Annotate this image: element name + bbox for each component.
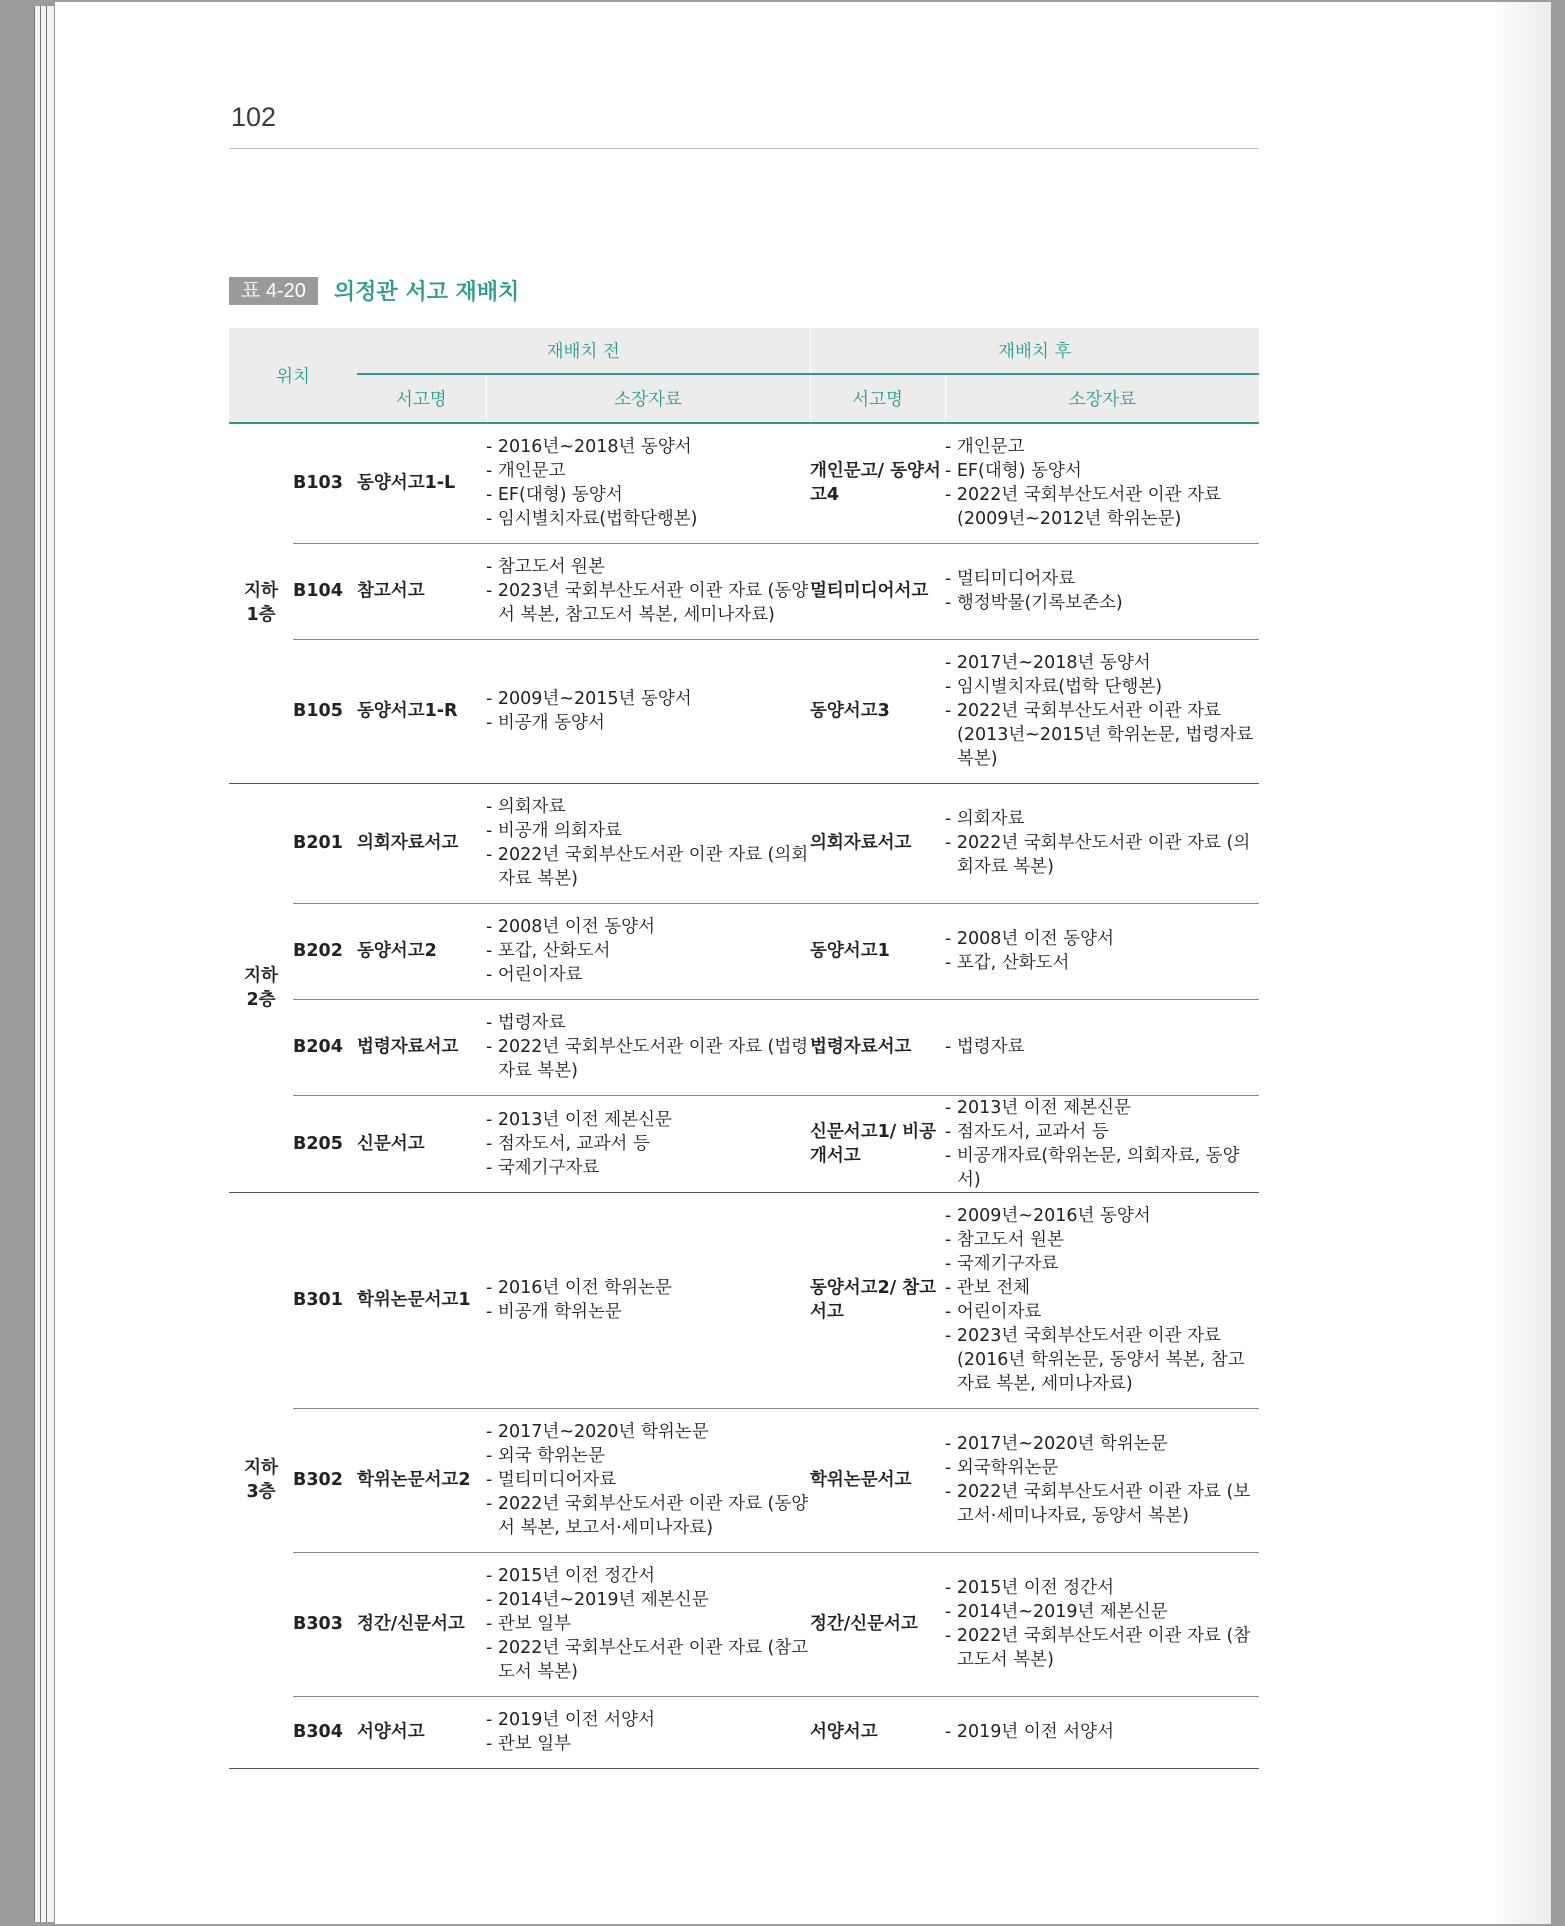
after-stack-name: 동양서고1: [810, 903, 945, 999]
holding-item: - 관보 전체: [945, 1278, 1031, 1298]
before-stack-name: 동양서고2: [357, 903, 486, 999]
before-stack-name: 서양서고: [357, 1696, 486, 1768]
holding-item: - 어린이자료: [945, 1302, 1042, 1322]
holding-item: - 2017년~2018년 동양서: [945, 653, 1151, 673]
after-holdings: [945, 999, 1259, 1095]
holding-item: - 2014년~2019년 제본신문: [486, 1590, 709, 1610]
holding-item: - 2022년 국회부산도서관 이관 자료 (2009년~2012년 학위논문): [945, 485, 1221, 530]
table-row: [229, 1192, 1259, 1408]
before-stack-name: 동양서고1-R: [357, 639, 486, 783]
holding-item: - 임시별치자료(법학단행본): [486, 509, 698, 530]
stack-code: B202: [293, 903, 357, 999]
after-stack-name: 학위논문서고: [810, 1408, 945, 1552]
holding-item: - 2008년 이전 동양서: [486, 917, 655, 937]
before-stack-name: 참고서고: [357, 543, 486, 639]
floor-label: [229, 423, 293, 783]
holding-item: - 2022년 국회부산도서관 이관 자료 (2013년~2015년 학위논문, 법령자료 복본): [945, 701, 1254, 769]
floor-label-line: 지하: [244, 581, 278, 602]
stack-code: B301: [293, 1192, 357, 1408]
holding-item: - 의회자료: [945, 809, 1025, 829]
before-stack-name: 신문서고: [357, 1095, 486, 1192]
after-stack-name: 서양서고: [810, 1696, 945, 1768]
holding-item: - 2015년 이전 정간서: [945, 1578, 1114, 1598]
stack-code: B302: [293, 1408, 357, 1552]
holding-item: - 2014년~2019년 제본신문: [945, 1602, 1168, 1622]
before-holdings: [486, 543, 810, 639]
stack-code: B104: [293, 543, 357, 639]
holding-item: - 외국학위논문: [945, 1458, 1059, 1478]
header-before-stack-name: 서고명: [357, 374, 486, 423]
holding-item: - 의회자료: [486, 797, 566, 817]
table-row: [229, 783, 1259, 903]
holding-item: - 2022년 국회부산도서관 이관 자료 (의회자료 복본): [486, 845, 809, 889]
holding-item: - 2022년 국회부산도서관 이관 자료 (참고도서 복본): [945, 1626, 1251, 1670]
after-holdings: [945, 783, 1259, 903]
holding-item: - EF(대형) 동양서: [486, 485, 623, 506]
holding-item: - 비공개자료(학위논문, 의회자료, 동양서): [945, 1145, 1240, 1190]
before-stack-name: 의회자료서고: [357, 783, 486, 903]
table-row: [229, 639, 1259, 783]
holding-item: - 행정박물(기록보존소): [945, 593, 1123, 613]
before-stack-name: 학위논문서고2: [357, 1408, 486, 1552]
holding-item: - 2013년 이전 제본신문: [486, 1109, 672, 1130]
holding-item: - 관보 일부: [486, 1734, 572, 1754]
holding-item: - 법령자료: [945, 1037, 1025, 1057]
header-before: 재배치 전: [357, 328, 810, 374]
holding-item: - 2023년 국회부산도서관 이관 자료 (2016년 학위논문, 동양서 복본, 참고자료 복본, 세미나자료): [945, 1326, 1245, 1394]
holding-item: - 멀티미디어자료: [945, 569, 1076, 589]
holding-item: - 외국 학위논문: [486, 1446, 605, 1466]
holding-item: - 멀티미디어자료: [486, 1470, 617, 1490]
header-after-holdings: 소장자료: [945, 374, 1259, 423]
holding-item: - 참고도서 원본: [486, 557, 605, 577]
document-page: [54, 2, 1551, 1924]
holding-item: - 2022년 국회부산도서관 이관 자료 (보고서·세미나자료, 동양서 복본): [945, 1482, 1251, 1526]
holding-item: - 2022년 국회부산도서관 이관 자료 (법령자료 복본): [486, 1037, 809, 1081]
after-stack-name: 정간/신문서고: [810, 1552, 945, 1696]
holding-item: - 개인문고: [945, 437, 1025, 458]
holding-item: - 2017년~2020년 학위논문: [486, 1422, 709, 1442]
holding-item: - 2023년 국회부산도서관 이관 자료 (동양서 복본, 참고도서 복본, 세미나자료): [486, 581, 809, 625]
table-number: 표 4-20: [229, 277, 318, 305]
before-stack-name: 정간/신문서고: [357, 1552, 486, 1696]
floor-label: [229, 783, 293, 1192]
holding-item: - 2016년 이전 학위논문: [486, 1278, 672, 1298]
floor-label-line: 2층: [246, 989, 276, 1010]
header-location: 위치: [229, 328, 357, 423]
holding-item: - 법령자료: [486, 1013, 566, 1033]
before-holdings: [486, 1696, 810, 1768]
floor-label: [229, 1192, 293, 1768]
after-stack-name: 동양서고2/ 참고서고: [810, 1192, 945, 1408]
holding-item: - 2015년 이전 정간서: [486, 1566, 655, 1586]
before-holdings: [486, 1408, 810, 1552]
stack-code: B204: [293, 999, 357, 1095]
header-after: 재배치 후: [810, 328, 1259, 374]
holding-item: - 2009년~2016년 동양서: [945, 1206, 1151, 1226]
holding-item: - 2017년~2020년 학위논문: [945, 1434, 1168, 1454]
before-holdings: [486, 903, 810, 999]
after-holdings: [945, 903, 1259, 999]
holding-item: - 2008년 이전 동양서: [945, 929, 1114, 949]
before-stack-name: 동양서고1-L: [357, 423, 486, 543]
holding-item: - 국제기구자료: [945, 1254, 1059, 1274]
holding-item: - 2022년 국회부산도서관 이관 자료 (의회자료 복본): [945, 833, 1251, 877]
holding-item: - 비공개 학위논문: [486, 1302, 622, 1322]
relocation-table: [229, 328, 1259, 1769]
table-row: [229, 1095, 1259, 1192]
stack-code: B303: [293, 1552, 357, 1696]
before-stack-name: 학위논문서고1: [357, 1192, 486, 1408]
holding-item: - 어린이자료: [486, 965, 583, 985]
after-holdings: [945, 1192, 1259, 1408]
floor-label-line: 지하: [244, 1458, 278, 1478]
floor-label-line: 3층: [246, 1482, 276, 1502]
page-number: 102: [231, 102, 277, 132]
after-holdings: [945, 1552, 1259, 1696]
table-caption: [229, 276, 519, 305]
table-row: [229, 423, 1259, 543]
stack-code: B205: [293, 1095, 357, 1192]
holding-item: - 2022년 국회부산도서관 이관 자료 (참고도서 복본): [486, 1638, 809, 1682]
holding-item: - 임시별치자료(법학 단행본): [945, 677, 1163, 697]
after-stack-name: 멀티미디어서고: [810, 543, 945, 639]
after-stack-name: 의회자료서고: [810, 783, 945, 903]
holding-item: - EF(대형) 동양서: [945, 461, 1082, 482]
table-row: [229, 903, 1259, 999]
before-holdings: [486, 783, 810, 903]
after-holdings: [945, 1408, 1259, 1552]
holding-item: - 2016년~2018년 동양서: [486, 437, 692, 458]
before-holdings: [486, 999, 810, 1095]
before-holdings: [486, 1552, 810, 1696]
table-body: [229, 423, 1259, 1768]
table-row: [229, 543, 1259, 639]
holding-item: - 2009년~2015년 동양서: [486, 689, 692, 709]
after-stack-name: 동양서고3: [810, 639, 945, 783]
after-holdings: [945, 543, 1259, 639]
floor-label-line: 1층: [246, 605, 276, 626]
table-row: [229, 1552, 1259, 1696]
header-divider: [229, 148, 1259, 149]
floor-label-line: 지하: [244, 965, 278, 986]
holding-item: - 국제기구자료: [486, 1157, 600, 1178]
after-holdings: [945, 423, 1259, 543]
stack-code: B304: [293, 1696, 357, 1768]
before-holdings: [486, 423, 810, 543]
holding-item: - 2022년 국회부산도서관 이관 자료 (동양서 복본, 보고서·세미나자료): [486, 1494, 809, 1538]
before-holdings: [486, 1192, 810, 1408]
before-stack-name: 법령자료서고: [357, 999, 486, 1095]
after-stack-name: 신문서고1/ 비공개서고: [810, 1095, 945, 1192]
holding-item: - 2019년 이전 서양서: [486, 1710, 655, 1730]
after-stack-name: 개인문고/ 동양서고4: [810, 423, 945, 543]
stack-code: B103: [293, 423, 357, 543]
before-holdings: [486, 639, 810, 783]
table-row: [229, 1696, 1259, 1768]
stack-code: B105: [293, 639, 357, 783]
page-shadow: [1491, 2, 1551, 1924]
holding-item: - 2013년 이전 제본신문: [945, 1097, 1131, 1118]
stack-code: B201: [293, 783, 357, 903]
table-row: [229, 1408, 1259, 1552]
holding-item: - 비공개 의회자료: [486, 821, 622, 841]
holding-item: - 관보 일부: [486, 1614, 572, 1634]
after-stack-name: 법령자료서고: [810, 999, 945, 1095]
after-holdings: [945, 639, 1259, 783]
holding-item: - 포갑, 산화도서: [945, 953, 1070, 973]
holding-item: - 개인문고: [486, 461, 566, 482]
holding-item: - 참고도서 원본: [945, 1230, 1064, 1250]
header-before-holdings: 소장자료: [486, 374, 810, 423]
after-holdings: [945, 1095, 1259, 1192]
holding-item: - 2019년 이전 서양서: [945, 1722, 1114, 1742]
holding-item: - 비공개 동양서: [486, 713, 605, 733]
table-title: 의정관 서고 재배치: [333, 280, 520, 305]
table-row: [229, 999, 1259, 1095]
holding-item: - 점자도서, 교과서 등: [945, 1121, 1109, 1142]
holding-item: - 포갑, 산화도서: [486, 941, 611, 961]
after-holdings: [945, 1696, 1259, 1768]
header-after-stack-name: 서고명: [810, 374, 945, 423]
holding-item: - 점자도서, 교과서 등: [486, 1133, 650, 1154]
before-holdings: [486, 1095, 810, 1192]
